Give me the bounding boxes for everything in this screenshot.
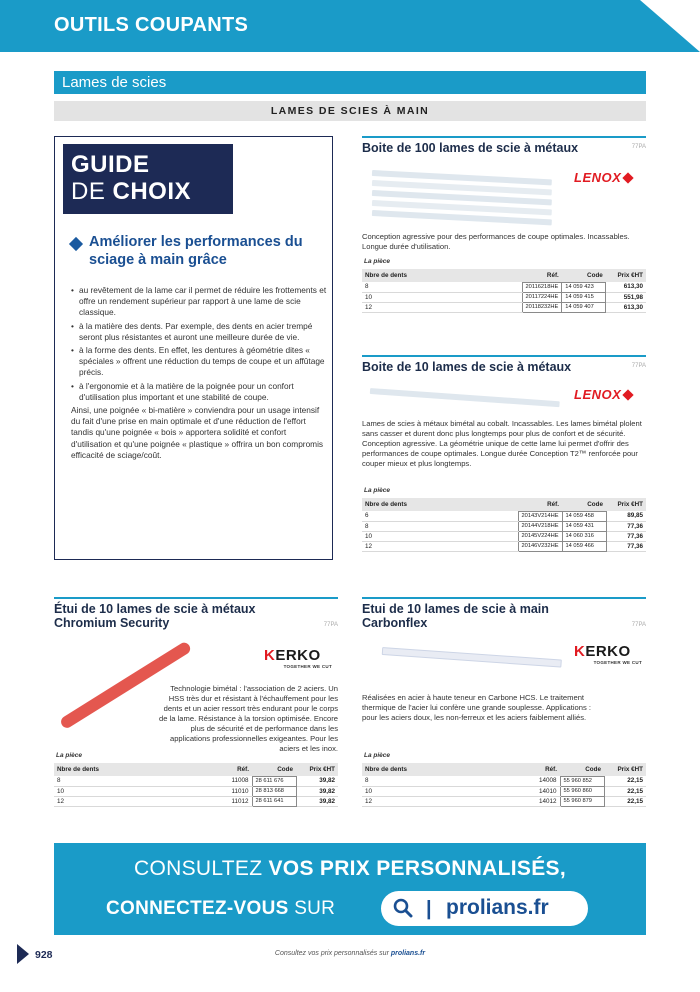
blade [382,647,562,668]
guide-closing: Ainsi, une poignée « bi-matière » conviendra pour un usage intensif du fait d'une prise en main optimale et d'une réduction de l'effort tandis qu'une poignée « bois » apportera solidité et confort d'utilisation et qu'une poignée « plastique » offrira un bon compromis efficacité de sciage/coût. [71,405,324,460]
cell-teeth: 6 [362,511,518,521]
guide-bullet: • au revêtement de la lame car il permet de réduire les frottements et offre un rendement supérieur par rapport à une lame de scie classique. [71,285,327,319]
section-title: Lames de scies [62,74,167,91]
table-row [362,282,646,292]
col-code: Code [562,498,606,511]
cell-ref: 11012 [222,796,252,806]
subsection-bar [54,101,646,121]
product-code: 77PA [631,144,646,150]
url-separator: | [426,898,432,920]
col-code: Code [252,763,296,776]
col-price: Prix €HT [606,269,646,282]
cell-teeth: 12 [54,796,222,806]
card-rule [362,597,646,599]
cell-teeth: 12 [362,302,522,312]
product-description: Technologie bimétal : l'association de 2 aciers. Un HSS très dur et résistant à l'échauffement pour les dents et un acier ressort très endurant pour le corps de la lame. Résistance à la torsion optimisée. Encore plus de sécurité et de performance dans les applications professionnelles exigeantes. Pour les aciers et les inox. [159,684,338,753]
unit-label: La pièce [364,258,391,265]
cell-teeth: 10 [362,531,518,541]
cell-price: 39,82 [296,796,338,806]
erko-k-icon: K [264,647,276,664]
cell-code: 28 611 641 [252,796,296,806]
cell-price: 77,36 [606,521,646,531]
cell-teeth: 8 [362,521,518,531]
cell-price: 22,15 [604,786,646,796]
cell-ref: 20118232HE [522,302,562,312]
diamond-bullet-icon [69,237,83,251]
table-header-row [362,763,646,776]
col-teeth: Nbre de dents [362,269,522,282]
cell-price: 22,15 [604,796,646,806]
table-row [362,531,646,541]
product-card [54,597,338,822]
col-code: Code [562,269,606,282]
table-row [362,292,646,302]
col-code: Code [560,763,604,776]
page-title: OUTILS COUPANTS [54,14,249,36]
cell-teeth: 8 [54,776,222,786]
cell-code: 14 059 458 [562,511,606,521]
lenox-star-icon [623,172,634,183]
page-number: 928 [35,949,53,961]
table-row [54,776,338,786]
promo-line1b: VOS PRIX PERSONNALISÉS, [268,857,566,880]
product-title: Boite de 10 lames de scie à métaux [362,360,572,374]
cell-ref: 20116218HE [522,282,562,292]
cell-price: 613,30 [606,282,646,292]
col-price: Prix €HT [606,498,646,511]
erko-logo [574,643,642,665]
brand-name: LENOX [574,387,622,402]
cell-code: 14 060 316 [562,531,606,541]
price-table [362,763,646,807]
cell-ref: 11010 [222,786,252,796]
cell-price: 77,36 [606,531,646,541]
cell-teeth: 8 [362,776,530,786]
table-row [54,786,338,796]
cell-teeth: 10 [362,292,522,302]
guide-logo-line1: GUIDE [71,151,150,178]
card-rule [54,597,338,599]
table-row [362,541,646,551]
promo-line2b: SUR [294,898,336,919]
cell-ref: 20146V232HE [518,541,562,551]
cell-teeth: 10 [54,786,222,796]
erko-k-icon: K [574,643,586,660]
table-row [362,511,646,521]
product-code: 77PA [631,363,646,369]
cell-price: 39,82 [296,786,338,796]
guide-logo [63,144,233,214]
table-row [362,796,646,806]
cell-ref: 20145V224HE [518,531,562,541]
col-teeth: Nbre de dents [362,498,518,511]
lenox-logo [574,170,632,185]
cell-ref: 14012 [530,796,560,806]
product-code: 77PA [323,622,338,628]
promo-banner [54,843,646,935]
price-table [362,269,646,313]
search-icon [393,898,413,918]
col-ref: Réf. [222,763,252,776]
product-description: Conception agressive pour des performances de coupe optimales. Incassables. Longue durée d'utilisation. [362,232,630,251]
footer-link[interactable]: prolians.fr [390,950,426,957]
cell-code: 55 960 879 [560,796,604,806]
brand-name [264,647,332,664]
cell-code: 14 059 415 [562,292,606,302]
brand-name: LENOX [574,170,622,185]
cell-price: 613,30 [606,302,646,312]
table-row [54,796,338,806]
brand-tagline: TOGETHER WE CUT [283,664,332,669]
table-header-row [362,498,646,511]
cell-teeth: 12 [362,796,530,806]
lenox-logo [574,387,632,402]
product-title: Étui de 10 lames de scie à métaux Chromium Security [54,602,256,630]
brand-tagline: TOGETHER WE CUT [593,660,642,665]
product-card [362,355,646,565]
cell-price: 22,15 [604,776,646,786]
product-code: 77PA [631,622,646,628]
guide-logo-line2b: CHOIX [112,178,192,205]
site-link-pill[interactable] [381,891,588,926]
table-row [362,786,646,796]
cell-ref: 11008 [222,776,252,786]
cell-price: 89,85 [606,511,646,521]
col-price: Prix €HT [604,763,646,776]
product-description: Réalisées en acier à haute teneur en Carbone HCS. Le traitement thermique de l'acier lui confère une grande souplesse. Applications : pour les aciers doux, les non-ferreux et les aciers faiblement alliés. [362,693,591,722]
cell-code: 55 960 860 [560,786,604,796]
cell-price: 551,98 [606,292,646,302]
product-card [362,136,646,326]
table-header-row [362,269,646,282]
price-table [54,763,338,807]
col-price: Prix €HT [296,763,338,776]
table-row [362,521,646,531]
promo-line2a: CONNECTEZ-VOUS [106,898,295,919]
col-teeth: Nbre de dents [54,763,222,776]
product-card [362,597,646,822]
brand-text: ERKO [275,647,321,664]
cell-price: 77,36 [606,541,646,551]
guide-bullet: • à la matière des dents. Par exemple, des dents en acier trempé seront plus résistantes et auront une meilleure durée de vie. [71,321,327,343]
unit-label: La pièce [364,487,391,494]
header-notch [640,0,700,52]
cell-code: 28 813 668 [252,786,296,796]
table-row [362,302,646,312]
col-ref: Réf. [522,269,562,282]
unit-label: La pièce [364,752,391,759]
cell-code: 14 059 423 [562,282,606,292]
price-table [362,498,646,552]
brand-text: ERKO [585,643,631,660]
product-title: Etui de 10 lames de scie à main Carbonflex [362,602,549,630]
section-bar [54,71,646,94]
cell-ref: 14008 [530,776,560,786]
cell-teeth: 8 [362,282,522,292]
col-ref: Réf. [530,763,560,776]
cell-code: 55 960 852 [560,776,604,786]
promo-line1 [54,857,646,881]
cell-teeth: 12 [362,541,518,551]
promo-line1a: CONSULTEZ [134,857,269,880]
guide-logo-line2 [71,178,191,206]
footer-text: Consultez vos prix personnalisés sur [274,950,391,957]
guide-logo-line2a: DE [71,178,113,205]
choice-guide-box [54,136,333,560]
erko-logo [264,647,332,669]
guide-heading: Améliorer les performances du sciage à main grâce [89,234,303,268]
site-url[interactable]: prolians.fr [446,896,549,919]
card-rule [362,136,646,138]
card-rule [362,355,646,357]
cell-ref: 20144V218HE [518,521,562,531]
cell-ref: 14010 [530,786,560,796]
promo-line2 [106,898,335,920]
cell-ref: 20143V214HE [518,511,562,521]
table-row [362,776,646,786]
guide-bullet: • à la forme des dents. En effet, les dentures à géométrie dites « spéciales » offrent une réduction du temps de coupe et un affûtage précis. [71,345,327,379]
col-ref: Réf. [518,498,562,511]
product-description: Lames de scies à métaux bimétal au cobalt. Incassables. Les lames bimétal plolent sans casser et durent donc plus longtemps pour plus de confort et de sécurité. Conception agressive. La géométrie unique de cette lame lui permet d'offrir des performances de coupe optimales. Longue durée Conception T2™ renforcée pour couper mieux et plus longtemps. [362,419,642,468]
cell-code: 28 611 676 [252,776,296,786]
col-teeth: Nbre de dents [362,763,530,776]
table-header-row [54,763,338,776]
footer-note [0,950,700,957]
cell-code: 14 059 466 [562,541,606,551]
cell-teeth: 10 [362,786,530,796]
brand-name [574,643,642,660]
subsection-title: LAMES DE SCIES À MAIN [270,105,430,117]
lenox-star-icon [623,389,634,400]
blade [370,388,560,407]
cell-price: 39,82 [296,776,338,786]
unit-label: La pièce [56,752,83,759]
cell-code: 14 059 431 [562,521,606,531]
guide-body [71,285,327,461]
cell-code: 14 059 407 [562,302,606,312]
product-title: Boite de 100 lames de scie à métaux [362,141,579,155]
guide-bullet: • à l'ergonomie et à la matière de la poignée pour un confort d'utilisation plus important et une stabilité de coupe. [71,381,327,403]
cell-ref: 20117224HE [522,292,562,302]
